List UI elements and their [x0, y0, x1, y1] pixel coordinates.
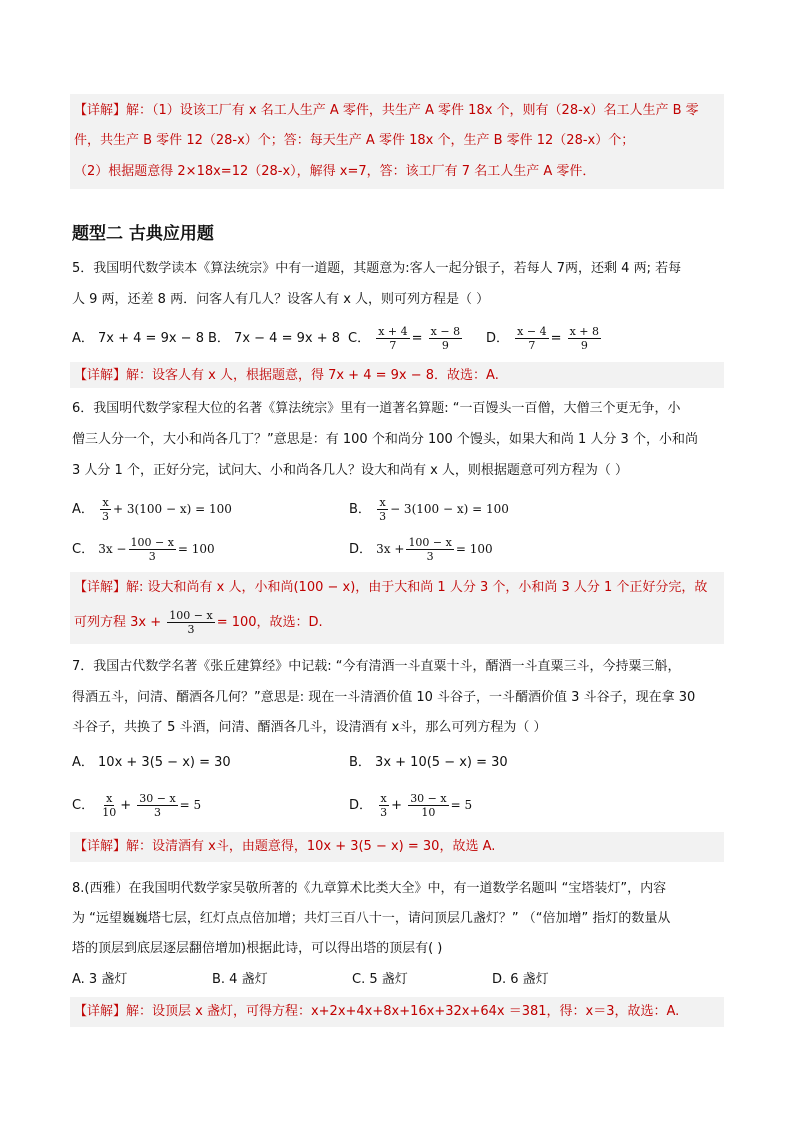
q7-stem-line3: 斗谷子，共换了 5 斗酒，问清、醑酒各几斗，设清酒有 x斗，那么可列方程为（ ） — [72, 720, 547, 735]
q5-stem-line1: 5．我国明代数学读本《算法统宗》中有一道题，其题意为:客人一起分银子，若每人 7两，还剩 4 两; 若每 — [72, 261, 682, 276]
q7-option-d: D． $\frac{x}{3}$ + $\frac{30 - x}{10}$ = 5 — [349, 792, 473, 819]
q6-option-c: C． 3x − $\frac{100 - x}{3}$ = 100 — [72, 536, 215, 563]
q6-option-a: A． $\frac{x}{3}$ + 3(100 − x) = 100 — [72, 496, 232, 523]
q5-option-a: A． 7x + 4 = 9x − 8 — [72, 331, 204, 346]
q7-option-a: A． 10x + 3(5 − x) = 30 — [72, 755, 231, 770]
q6-stem-line1: 6．我国明代数学家程大位的名著《算法统宗》里有一道著名算题: “一百馒头一百僧，大僧三个更无争，小 — [72, 401, 681, 416]
q5-option-d: D． $\frac{x - 4}{7}$ = $\frac{x + 8}{9}$ — [486, 325, 600, 352]
q8-stem-line2: 为 “远望巍巍塔七层，红灯点点倍加增；共灯三百八十一，请问顶层几盏灯？” （“倍加增” 指灯的数量从 — [72, 911, 671, 926]
q8-stem-line3: 塔的顶层到底层逐层翻倍增加)根据此诗，可以得出塔的顶层有( ) — [72, 941, 443, 956]
answer-q6-line2: 可列方程 3x + $\frac{100 - x}{3}$ = 100，故选：D. — [74, 609, 323, 636]
q8-option-a: A. 3 盏灯 — [72, 972, 128, 987]
q8-stem-line1: 8.(西雅）在我国明代数学家吴敬所著的《九章算术比类大全》中，有一道数学名题叫 “宝塔装灯”，内容 — [72, 881, 667, 896]
q8-option-c: C. 5 盏灯 — [352, 972, 408, 987]
q6-stem-line2: 僧三人分一个，大小和尚各几丁？”意思是：有 100 个和尚分 100 个馒头，如果大和尚 1 人分 3 个，小和尚 — [72, 432, 698, 447]
q7-option-b: B． 3x + 10(5 − x) = 30 — [349, 755, 508, 770]
q6-option-d: D． 3x + $\frac{100 - x}{3}$ = 100 — [349, 536, 493, 563]
q6-option-b: B． $\frac{x}{3}$ − 3(100 − x) = 100 — [349, 496, 509, 523]
q5-option-b: B． 7x − 4 = 9x + 8 — [208, 331, 340, 346]
q6-stem-line3: 3 人分 1 个，正好分完，试问大、小和尚各几人？设大和尚有 x 人，则根据题意可列方程为（ ） — [72, 463, 629, 478]
answer-q4-line3: （2）根据题意得 2×18x=12（28-x），解得 x=7，答：该工厂有 7 名工人生产 A 零件． — [74, 164, 596, 179]
q7-stem-line1: 7．我国古代数学名著《张丘建算经》中记载: “今有清酒一斗直粟十斗，醑酒一斗直粟三斗，今持粟三斛， — [72, 659, 681, 674]
q8-option-d: D. 6 盏灯 — [492, 972, 549, 987]
answer-q4-line1: 【详解】解：（1）设该工厂有 x 名工人生产 A 零件，共生产 A 零件 18x 个，则有（28-x）名工人生产 B 零 — [74, 103, 699, 118]
answer-q6-line1: 【详解】解: 设大和尚有 x 人，小和尚(100 − x)，由于大和尚 1 人分 3 个，小和尚 3 人分 1 个正好分完，故 — [74, 580, 708, 595]
answer-q7: 【详解】解：设清酒有 x斗，由题意得，10x + 3(5 − x) = 30，故选 A. — [74, 839, 496, 854]
answer-q4-line2: 件，共生产 B 零件 12（28-x）个；答：每天生产 A 零件 18x 个，生产 B 零件 12（28-x）个； — [74, 133, 635, 148]
q5-option-c: C． $\frac{x + 4}{7}$ = $\frac{x - 8}{9}$ — [348, 325, 461, 352]
q7-stem-line2: 得酒五斗，问清、醑酒各几何？”意思是: 现在一斗清酒价值 10 斗谷子，一斗醑酒价值 3 斗谷子，现在拿 30 — [72, 690, 696, 705]
answer-q5: 【详解】解：设客人有 x 人，根据题意，得 7x + 4 = 9x − 8．故选：A. — [74, 368, 499, 383]
section-title: 题型二 古典应用题 — [72, 224, 214, 244]
answer-q8: 【详解】解：设顶层 x 盏灯，可得方程：x+2x+4x+8x+16x+32x+64x ＝381，得：x＝3，故选：A. — [74, 1004, 680, 1019]
q8-option-b: B. 4 盏灯 — [212, 972, 268, 987]
q5-stem-line2: 人 9 两，还差 8 两．问客人有几人？设客人有 x 人，则可列方程是（ ） — [72, 292, 490, 307]
q7-option-c: C． $\frac{x}{10}$ + $\frac{30 - x}{3}$ = 5 — [72, 792, 202, 819]
